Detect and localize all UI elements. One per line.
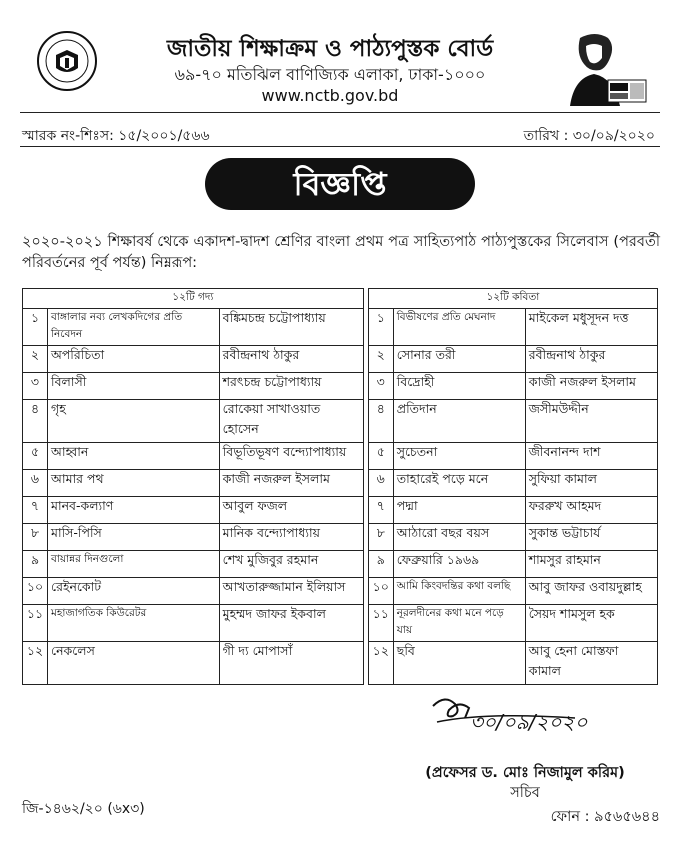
header-divider: [20, 112, 660, 113]
table-row: [23, 470, 658, 497]
prose-number: ২: [23, 346, 48, 373]
prose-title: মহাজাগতিক কিউরেটর: [48, 605, 220, 642]
poem-number: ১০: [368, 578, 393, 605]
nctb-emblem-icon: [36, 30, 98, 92]
poem-number: ৭: [368, 497, 393, 524]
poem-author: সুকান্ত ভট্টাচার্য: [525, 524, 657, 551]
poem-title: সোনার তরী: [393, 346, 525, 373]
prose-author: আবুল ফজল: [219, 497, 363, 524]
footer-memo-number: জি-১৪৬২/২০ (৬x৩): [22, 801, 145, 817]
table-row: [23, 605, 658, 642]
prose-title: বায়ান্নর দিনগুলো: [48, 551, 220, 578]
organization-name: জাতীয় শিক্ষাক্রম ও পাঠ্যপুস্তক বোর্ড: [166, 36, 494, 62]
prose-number: ১২: [23, 642, 48, 685]
organization-website: www.nctb.gov.bd: [261, 86, 399, 105]
prose-author: রবীন্দ্রনাথ ঠাকুর: [219, 346, 363, 373]
signer-name: (প্রফেসর ড. মোঃ নিজামুল করিম): [425, 765, 625, 781]
poem-title: বিদ্রোহী: [393, 373, 525, 400]
prose-author: শেখ মুজিবুর রহমান: [219, 551, 363, 578]
mujib-borsho-logo-icon: [560, 28, 650, 106]
prose-title: নেকলেস: [48, 642, 220, 685]
table-row: [23, 400, 658, 443]
prose-author: মানিক বন্দ্যোপাধ্যায়: [219, 524, 363, 551]
table-header-row: [23, 289, 658, 309]
poem-title: বিভীষণের প্রতি মেঘনাদ: [393, 309, 525, 346]
prose-heading: ১২টি গদ্য: [23, 289, 364, 309]
table-row: [23, 551, 658, 578]
poem-author: আবু জাফর ওবায়দুল্লাহ: [525, 578, 657, 605]
poem-author: শামসুর রাহমান: [525, 551, 657, 578]
prose-title: বিলাসী: [48, 373, 220, 400]
notice-intro: ২০২০-২০২১ শিক্ষাবর্ষ থেকে একাদশ-দ্বাদশ শ্রেণির বাংলা প্রথম পত্র সাহিত্যপাঠ পাঠ্যপুস্তকের সিলেবাস (পরবর্তী পরিবর্তনের পূর্ব পর্যন্ত) নিম্নরূপ:: [22, 234, 660, 271]
poem-author: জীবনানন্দ দাশ: [525, 443, 657, 470]
poem-number: ৮: [368, 524, 393, 551]
prose-number: ৮: [23, 524, 48, 551]
signer-title: সচিব: [510, 785, 540, 801]
prose-title: মাসি-পিসি: [48, 524, 220, 551]
prose-author: মুহম্মদ জাফর ইকবাল: [219, 605, 363, 642]
poem-number: ৯: [368, 551, 393, 578]
poem-number: ২: [368, 346, 393, 373]
poem-title: ফেব্রুয়ারি ১৯৬৯: [393, 551, 525, 578]
poem-author: সুফিয়া কামাল: [525, 470, 657, 497]
prose-title: বাঙ্গালার নব্য লেখকদিগের প্রতি নিবেদন: [48, 309, 220, 346]
prose-number: ৩: [23, 373, 48, 400]
prose-author: কাজী নজরুল ইসলাম: [219, 470, 363, 497]
table-row: [23, 443, 658, 470]
organization-address: ৬৯-৭০ মতিঝিল বাণিজ্যিক এলাকা, ঢাকা-১০০০: [174, 65, 486, 84]
prose-title: মানব-কল্যাণ: [48, 497, 220, 524]
poem-title: প্রতিদান: [393, 400, 525, 443]
notice-title: বিজ্ঞপ্তি: [205, 158, 475, 210]
prose-number: ৫: [23, 443, 48, 470]
poem-author: ফররুখ আহমদ: [525, 497, 657, 524]
prose-number: ৪: [23, 400, 48, 443]
table-row: [23, 497, 658, 524]
poem-title: তাহারেই পড়ে মনে: [393, 470, 525, 497]
poem-number: ১২: [368, 642, 393, 685]
poem-number: ৪: [368, 400, 393, 443]
table-row: [23, 524, 658, 551]
table-row: [23, 373, 658, 400]
prose-author: আখতারুজ্জামান ইলিয়াস: [219, 578, 363, 605]
poem-title: আমি কিংবদন্তির কথা বলছি: [393, 578, 525, 605]
prose-title: আহ্বান: [48, 443, 220, 470]
syllabus-table: [22, 288, 658, 685]
table-row: [23, 578, 658, 605]
prose-author: গী দ্য মোপাসাঁ: [219, 642, 363, 685]
poem-number: ৩: [368, 373, 393, 400]
prose-author: রোকেয়া সাখাওয়াত হোসেন: [219, 400, 363, 443]
prose-title: আমার পথ: [48, 470, 220, 497]
memo-reference: স্মারক নং-শিঃস: ১৫/২০০১/৫৬৬: [22, 128, 210, 144]
letterhead: [0, 0, 681, 108]
poem-title: পদ্মা: [393, 497, 525, 524]
prose-author: শরৎচন্দ্র চট্টোপাধ্যায়: [219, 373, 363, 400]
prose-number: ৭: [23, 497, 48, 524]
poem-author: জসীমউদ্দীন: [525, 400, 657, 443]
poem-title: সুচেতনা: [393, 443, 525, 470]
poem-author: আবু হেনা মোস্তফা কামাল: [525, 642, 657, 685]
prose-number: ৯: [23, 551, 48, 578]
poem-title: ছবি: [393, 642, 525, 685]
poem-author: মাইকেল মধুসূদন দত্ত: [525, 309, 657, 346]
prose-number: ১০: [23, 578, 48, 605]
poetry-heading: ১২টি কবিতা: [368, 289, 657, 309]
poem-number: ৫: [368, 443, 393, 470]
table-row: [23, 309, 658, 346]
prose-author: বিভূতিভূষণ বন্দ্যোপাধ্যায়: [219, 443, 363, 470]
poem-author: রবীন্দ্রনাথ ঠাকুর: [525, 346, 657, 373]
table-row: [23, 642, 658, 685]
poem-author: সৈয়দ শামসুল হক: [525, 605, 657, 642]
prose-author: বঙ্কিমচন্দ্র চট্টোপাধ্যায়: [219, 309, 363, 346]
poem-number: ১: [368, 309, 393, 346]
signature-date: ৩০/০৯/২০২০: [470, 710, 588, 734]
prose-number: ১: [23, 309, 48, 346]
poem-title: নূরলদীনের কথা মনে পড়ে যায়: [393, 605, 525, 642]
prose-title: রেইনকোট: [48, 578, 220, 605]
prose-title: গৃহ: [48, 400, 220, 443]
poem-author: কাজী নজরুল ইসলাম: [525, 373, 657, 400]
prose-number: ৬: [23, 470, 48, 497]
poem-number: ৬: [368, 470, 393, 497]
table-row: [23, 346, 658, 373]
reference-divider: [20, 146, 660, 147]
signer-phone: ফোন : ৯৫৬৫৬৪৪: [550, 809, 660, 825]
memo-date: তারিখ : ৩০/০৯/২০২০: [523, 128, 655, 144]
poem-title: আঠারো বছর বয়স: [393, 524, 525, 551]
poem-number: ১১: [368, 605, 393, 642]
prose-title: অপরিচিতা: [48, 346, 220, 373]
prose-number: ১১: [23, 605, 48, 642]
